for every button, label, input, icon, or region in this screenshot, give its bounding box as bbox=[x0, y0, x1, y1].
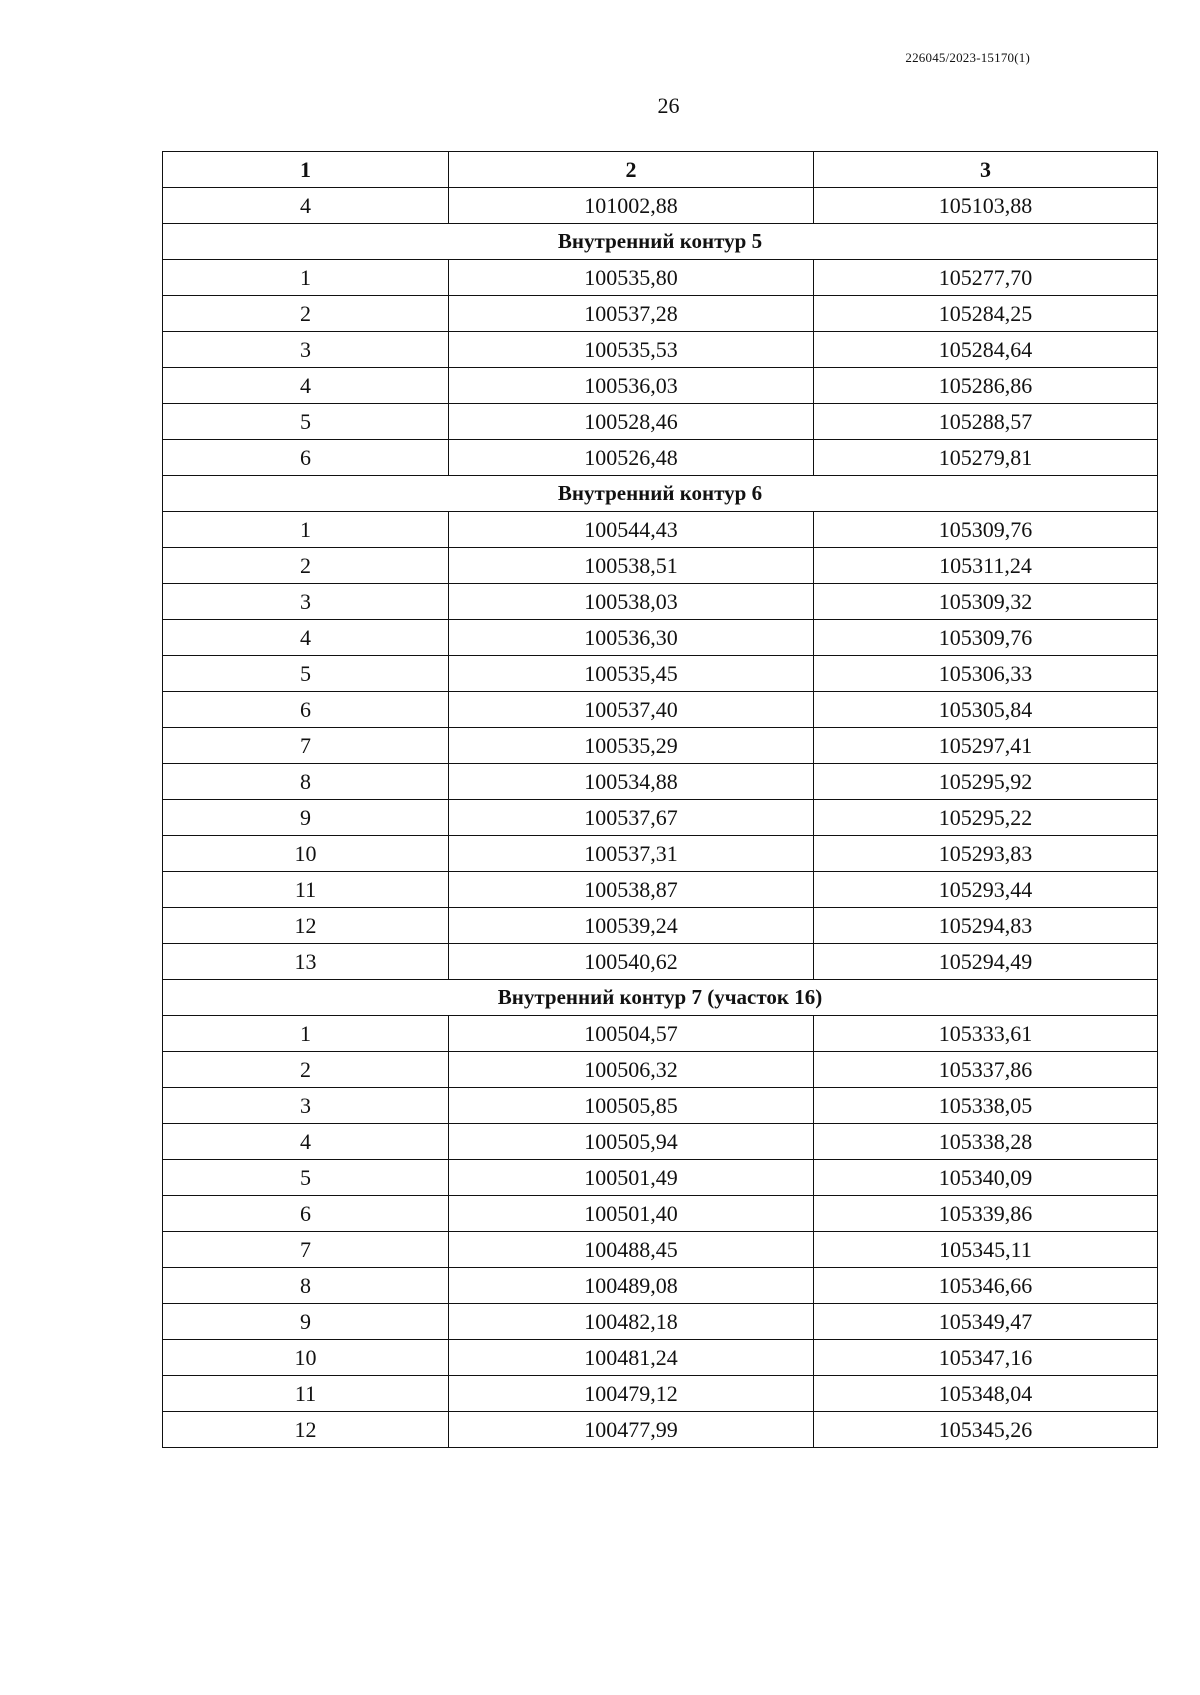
y-coordinate-cell: 105345,26 bbox=[814, 1412, 1158, 1448]
coordinates-table bbox=[162, 151, 1158, 1448]
table-row bbox=[163, 584, 1158, 620]
x-coordinate-cell: 100501,40 bbox=[449, 1196, 814, 1232]
y-coordinate-cell: 105297,41 bbox=[814, 728, 1158, 764]
x-coordinate-cell: 101002,88 bbox=[449, 188, 814, 224]
x-coordinate-cell: 100536,03 bbox=[449, 368, 814, 404]
point-number-cell: 7 bbox=[163, 1232, 449, 1268]
point-number-cell: 11 bbox=[163, 872, 449, 908]
point-number-cell: 3 bbox=[163, 1088, 449, 1124]
y-coordinate-cell: 105294,83 bbox=[814, 908, 1158, 944]
table-row bbox=[163, 1232, 1158, 1268]
x-coordinate-cell: 100526,48 bbox=[449, 440, 814, 476]
x-coordinate-cell: 100505,94 bbox=[449, 1124, 814, 1160]
table-row bbox=[163, 404, 1158, 440]
x-coordinate-cell: 100477,99 bbox=[449, 1412, 814, 1448]
table-row bbox=[163, 1304, 1158, 1340]
column-header-point: 1 bbox=[163, 152, 449, 188]
table-row bbox=[163, 1376, 1158, 1412]
table-row bbox=[163, 1196, 1158, 1232]
document-id: 226045/2023-15170(1) bbox=[905, 50, 1030, 65]
table-row bbox=[163, 764, 1158, 800]
point-number-cell: 1 bbox=[163, 1016, 449, 1052]
point-number-cell: 3 bbox=[163, 332, 449, 368]
table-row bbox=[163, 1268, 1158, 1304]
table-row bbox=[163, 908, 1158, 944]
x-coordinate-cell: 100538,87 bbox=[449, 872, 814, 908]
table-body bbox=[163, 152, 1158, 1448]
point-number-cell: 13 bbox=[163, 944, 449, 980]
table-row bbox=[163, 620, 1158, 656]
y-coordinate-cell: 105309,76 bbox=[814, 512, 1158, 548]
x-coordinate-cell: 100537,40 bbox=[449, 692, 814, 728]
y-coordinate-cell: 105309,76 bbox=[814, 620, 1158, 656]
point-number-cell: 2 bbox=[163, 548, 449, 584]
y-coordinate-cell: 105349,47 bbox=[814, 1304, 1158, 1340]
x-coordinate-cell: 100539,24 bbox=[449, 908, 814, 944]
table-row bbox=[163, 188, 1158, 224]
y-coordinate-cell: 105347,16 bbox=[814, 1340, 1158, 1376]
point-number-cell: 9 bbox=[163, 1304, 449, 1340]
x-coordinate-cell: 100506,32 bbox=[449, 1052, 814, 1088]
y-coordinate-cell: 105311,24 bbox=[814, 548, 1158, 584]
point-number-cell: 8 bbox=[163, 764, 449, 800]
x-coordinate-cell: 100540,62 bbox=[449, 944, 814, 980]
x-coordinate-cell: 100488,45 bbox=[449, 1232, 814, 1268]
table-row bbox=[163, 728, 1158, 764]
y-coordinate-cell: 105333,61 bbox=[814, 1016, 1158, 1052]
point-number-cell: 5 bbox=[163, 404, 449, 440]
y-coordinate-cell: 105337,86 bbox=[814, 1052, 1158, 1088]
y-coordinate-cell: 105293,44 bbox=[814, 872, 1158, 908]
point-number-cell: 8 bbox=[163, 1268, 449, 1304]
table-row bbox=[163, 800, 1158, 836]
y-coordinate-cell: 105295,92 bbox=[814, 764, 1158, 800]
y-coordinate-cell: 105103,88 bbox=[814, 188, 1158, 224]
point-number-cell: 12 bbox=[163, 1412, 449, 1448]
y-coordinate-cell: 105309,32 bbox=[814, 584, 1158, 620]
table-row bbox=[163, 332, 1158, 368]
section-title: Внутренний контур 5 bbox=[163, 224, 1158, 260]
y-coordinate-cell: 105339,86 bbox=[814, 1196, 1158, 1232]
point-number-cell: 6 bbox=[163, 1196, 449, 1232]
y-coordinate-cell: 105277,70 bbox=[814, 260, 1158, 296]
point-number-cell: 4 bbox=[163, 620, 449, 656]
point-number-cell: 10 bbox=[163, 836, 449, 872]
table-row bbox=[163, 1016, 1158, 1052]
y-coordinate-cell: 105340,09 bbox=[814, 1160, 1158, 1196]
x-coordinate-cell: 100534,88 bbox=[449, 764, 814, 800]
table-row bbox=[163, 836, 1158, 872]
point-number-cell: 10 bbox=[163, 1340, 449, 1376]
table-row bbox=[163, 1124, 1158, 1160]
point-number-cell: 11 bbox=[163, 1376, 449, 1412]
point-number-cell: 6 bbox=[163, 440, 449, 476]
point-number-cell: 5 bbox=[163, 1160, 449, 1196]
table-row bbox=[163, 872, 1158, 908]
point-number-cell: 1 bbox=[163, 512, 449, 548]
point-number-cell: 4 bbox=[163, 188, 449, 224]
table-row bbox=[163, 656, 1158, 692]
table-row bbox=[163, 512, 1158, 548]
section-title: Внутренний контур 7 (участок 16) bbox=[163, 980, 1158, 1016]
x-coordinate-cell: 100501,49 bbox=[449, 1160, 814, 1196]
point-number-cell: 1 bbox=[163, 260, 449, 296]
x-coordinate-cell: 100535,45 bbox=[449, 656, 814, 692]
table-row bbox=[163, 368, 1158, 404]
x-coordinate-cell: 100505,85 bbox=[449, 1088, 814, 1124]
y-coordinate-cell: 105345,11 bbox=[814, 1232, 1158, 1268]
y-coordinate-cell: 105279,81 bbox=[814, 440, 1158, 476]
x-coordinate-cell: 100535,80 bbox=[449, 260, 814, 296]
x-coordinate-cell: 100481,24 bbox=[449, 1340, 814, 1376]
page-number: 26 bbox=[657, 93, 680, 118]
x-coordinate-cell: 100535,53 bbox=[449, 332, 814, 368]
point-number-cell: 4 bbox=[163, 1124, 449, 1160]
table-row bbox=[163, 548, 1158, 584]
x-coordinate-cell: 100538,51 bbox=[449, 548, 814, 584]
y-coordinate-cell: 105294,49 bbox=[814, 944, 1158, 980]
x-coordinate-cell: 100482,18 bbox=[449, 1304, 814, 1340]
table-row bbox=[163, 1160, 1158, 1196]
point-number-cell: 12 bbox=[163, 908, 449, 944]
y-coordinate-cell: 105288,57 bbox=[814, 404, 1158, 440]
table-row bbox=[163, 260, 1158, 296]
y-coordinate-cell: 105338,28 bbox=[814, 1124, 1158, 1160]
table-row bbox=[163, 1052, 1158, 1088]
point-number-cell: 6 bbox=[163, 692, 449, 728]
x-coordinate-cell: 100528,46 bbox=[449, 404, 814, 440]
table-row bbox=[163, 296, 1158, 332]
section-row bbox=[163, 980, 1158, 1016]
point-number-cell: 2 bbox=[163, 1052, 449, 1088]
x-coordinate-cell: 100537,28 bbox=[449, 296, 814, 332]
table-row bbox=[163, 1412, 1158, 1448]
column-header-x: 2 bbox=[449, 152, 814, 188]
x-coordinate-cell: 100479,12 bbox=[449, 1376, 814, 1412]
point-number-cell: 3 bbox=[163, 584, 449, 620]
column-header-y: 3 bbox=[814, 152, 1158, 188]
y-coordinate-cell: 105346,66 bbox=[814, 1268, 1158, 1304]
y-coordinate-cell: 105348,04 bbox=[814, 1376, 1158, 1412]
y-coordinate-cell: 105293,83 bbox=[814, 836, 1158, 872]
y-coordinate-cell: 105286,86 bbox=[814, 368, 1158, 404]
y-coordinate-cell: 105284,64 bbox=[814, 332, 1158, 368]
y-coordinate-cell: 105338,05 bbox=[814, 1088, 1158, 1124]
x-coordinate-cell: 100504,57 bbox=[449, 1016, 814, 1052]
point-number-cell: 5 bbox=[163, 656, 449, 692]
table-row bbox=[163, 1088, 1158, 1124]
point-number-cell: 4 bbox=[163, 368, 449, 404]
table-row bbox=[163, 944, 1158, 980]
y-coordinate-cell: 105284,25 bbox=[814, 296, 1158, 332]
y-coordinate-cell: 105305,84 bbox=[814, 692, 1158, 728]
x-coordinate-cell: 100536,30 bbox=[449, 620, 814, 656]
x-coordinate-cell: 100489,08 bbox=[449, 1268, 814, 1304]
point-number-cell: 9 bbox=[163, 800, 449, 836]
x-coordinate-cell: 100538,03 bbox=[449, 584, 814, 620]
x-coordinate-cell: 100544,43 bbox=[449, 512, 814, 548]
table-row bbox=[163, 1340, 1158, 1376]
table-row bbox=[163, 692, 1158, 728]
y-coordinate-cell: 105295,22 bbox=[814, 800, 1158, 836]
point-number-cell: 2 bbox=[163, 296, 449, 332]
point-number-cell: 7 bbox=[163, 728, 449, 764]
x-coordinate-cell: 100537,67 bbox=[449, 800, 814, 836]
x-coordinate-cell: 100537,31 bbox=[449, 836, 814, 872]
y-coordinate-cell: 105306,33 bbox=[814, 656, 1158, 692]
table-header-row bbox=[163, 152, 1158, 188]
section-row bbox=[163, 224, 1158, 260]
section-row bbox=[163, 476, 1158, 512]
section-title: Внутренний контур 6 bbox=[163, 476, 1158, 512]
x-coordinate-cell: 100535,29 bbox=[449, 728, 814, 764]
table-row bbox=[163, 440, 1158, 476]
